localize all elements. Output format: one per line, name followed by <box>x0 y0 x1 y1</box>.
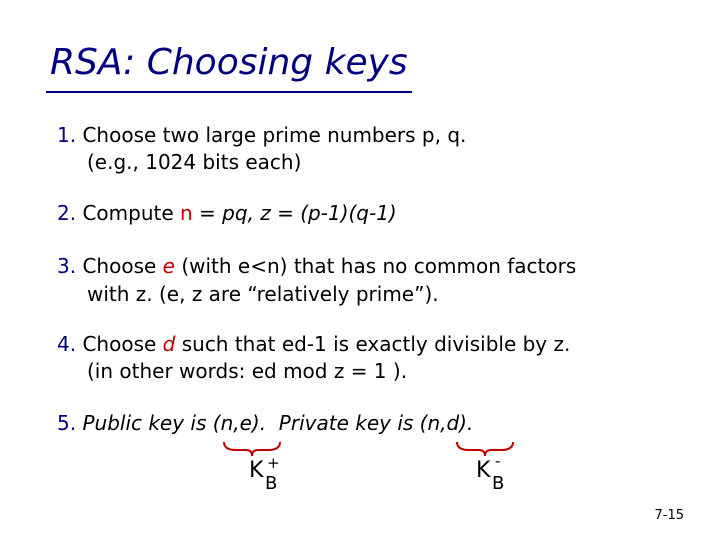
step-text-rest: (with e<n) that has no common factors <box>174 254 577 278</box>
var-n: n <box>180 201 193 225</box>
step-number: 1. <box>57 123 77 147</box>
step-5 <box>57 410 473 437</box>
key-superscript: - <box>495 452 501 470</box>
private-key-brace <box>455 440 515 458</box>
private-key-symbol <box>476 452 516 498</box>
step-text-rest: such that ed-1 is exactly divisible by z. <box>175 332 571 356</box>
step-text-prefix: Choose <box>82 254 163 278</box>
public-key-text: Public key is (n,e). <box>82 411 267 435</box>
step-3-line2: with z. (e, z are “relatively prime”). <box>87 282 439 306</box>
key-superscript: + <box>267 454 280 472</box>
key-subscript: B <box>492 473 505 494</box>
step-number: 3. <box>57 254 77 278</box>
slide-number: 7-15 <box>654 508 684 523</box>
step-4 <box>57 331 570 358</box>
key-letter: K <box>249 458 264 483</box>
var-d: d <box>162 332 176 356</box>
step-1 <box>57 122 466 149</box>
var-e: e <box>162 254 175 278</box>
public-key-symbol <box>249 454 289 498</box>
step-number: 2. <box>57 201 77 225</box>
step-3 <box>57 253 576 280</box>
step-text-prefix: Compute <box>82 201 181 225</box>
step-number: 4. <box>57 332 77 356</box>
step-2 <box>57 200 397 227</box>
key-letter: K <box>476 458 491 483</box>
step-1-line2: (e.g., 1024 bits each) <box>87 150 302 174</box>
step-text-prefix: Choose <box>82 332 163 356</box>
step-4-line2: (in other words: ed mod z = 1 ). <box>87 359 408 383</box>
step-text: Choose two large prime numbers p, q. <box>82 123 467 147</box>
key-subscript: B <box>265 473 278 494</box>
step-text-formula: = pq, z = (p-1)(q-1) <box>192 201 397 225</box>
title-underline <box>46 91 412 93</box>
step-number: 5. <box>57 411 77 435</box>
private-key-text: Private key is (n,d). <box>278 411 474 435</box>
slide-title: RSA: Choosing keys <box>50 42 408 83</box>
